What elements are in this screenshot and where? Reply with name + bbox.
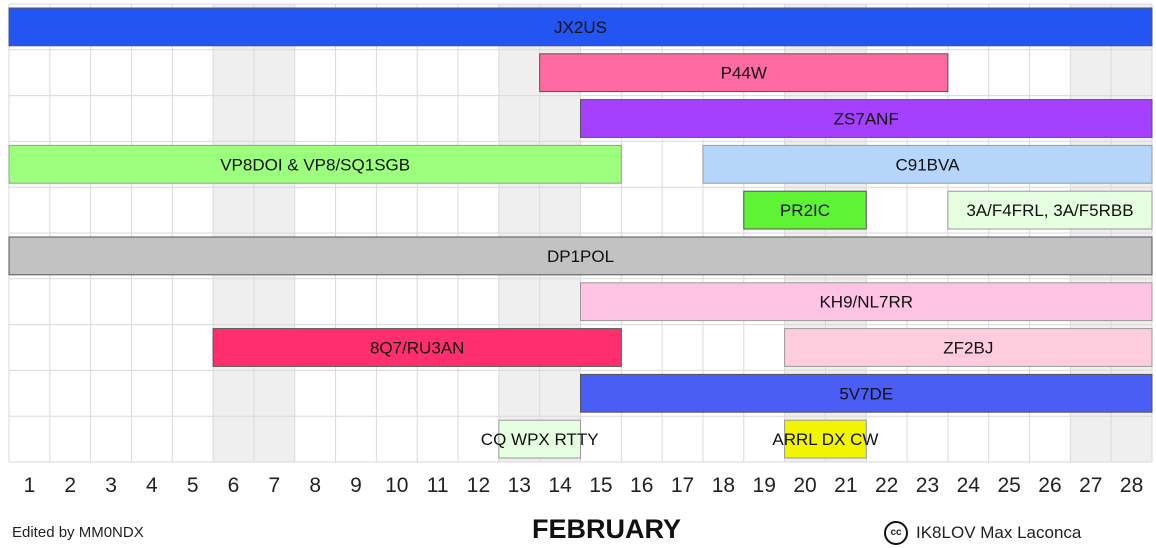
day-tick-label: 19: [752, 474, 776, 497]
day-tick-label: 10: [385, 474, 409, 497]
day-tick-labels: [24, 474, 1144, 497]
day-tick-label: 15: [589, 474, 613, 497]
dxpedition-label: P44W: [720, 63, 767, 83]
dxpedition-label: KH9/NL7RR: [819, 292, 914, 312]
contest-label: CQ WPX RTTY: [480, 430, 599, 450]
editor-credit: Edited by MM0NDX: [12, 524, 144, 541]
dxpedition-label: ZF2BJ: [943, 338, 994, 358]
day-tick-label: 8: [309, 474, 322, 497]
day-tick-label: 21: [834, 474, 858, 497]
day-tick-label: 20: [793, 474, 817, 497]
day-tick-label: 4: [146, 474, 158, 497]
day-tick-label: 3: [105, 474, 117, 497]
dxpedition-label: JX2US: [554, 17, 607, 37]
month-title: FEBRUARY: [532, 514, 682, 544]
day-tick-label: 13: [507, 474, 531, 497]
day-tick-label: 5: [186, 474, 199, 497]
dxpedition-label: 3A/F4FRL, 3A/F5RBB: [966, 201, 1134, 221]
day-tick-label: 18: [711, 474, 736, 497]
day-tick-label: 9: [350, 474, 362, 497]
author-credit: [884, 520, 1081, 546]
dxpedition-label: C91BVA: [895, 155, 960, 175]
dxpedition-label: VP8DOI & VP8/SQ1SGB: [220, 155, 411, 175]
day-tick-label: 2: [64, 474, 77, 497]
day-tick-label: 14: [548, 474, 572, 497]
day-tick-label: 25: [997, 474, 1021, 497]
day-tick-label: 22: [874, 474, 899, 497]
day-tick-label: 26: [1038, 474, 1062, 497]
day-tick-label: 27: [1079, 474, 1103, 497]
dxpedition-label: PR2IC: [779, 201, 831, 221]
day-tick-label: 24: [956, 474, 980, 497]
contest-label: ARRL DX CW: [772, 430, 879, 450]
day-tick-label: 1: [23, 474, 36, 497]
day-tick-label: 17: [670, 474, 695, 497]
dxpedition-label: 5V7DE: [839, 384, 894, 404]
dxpedition-label: ZS7ANF: [833, 109, 899, 129]
author-name: IK8LOV Max Laconca: [916, 523, 1082, 542]
day-tick-label: 23: [915, 474, 940, 497]
day-tick-label: 28: [1119, 474, 1144, 497]
day-tick-label: 7: [268, 474, 281, 497]
day-tick-label: 6: [227, 474, 240, 497]
day-tick-label: 11: [426, 474, 449, 497]
dxpedition-label: DP1POL: [546, 246, 615, 266]
day-tick-label: 16: [630, 474, 654, 497]
day-tick-label: 12: [466, 474, 491, 497]
creative-commons-icon: cc: [884, 521, 908, 545]
dxpedition-label: 8Q7/RU3AN: [369, 338, 465, 358]
